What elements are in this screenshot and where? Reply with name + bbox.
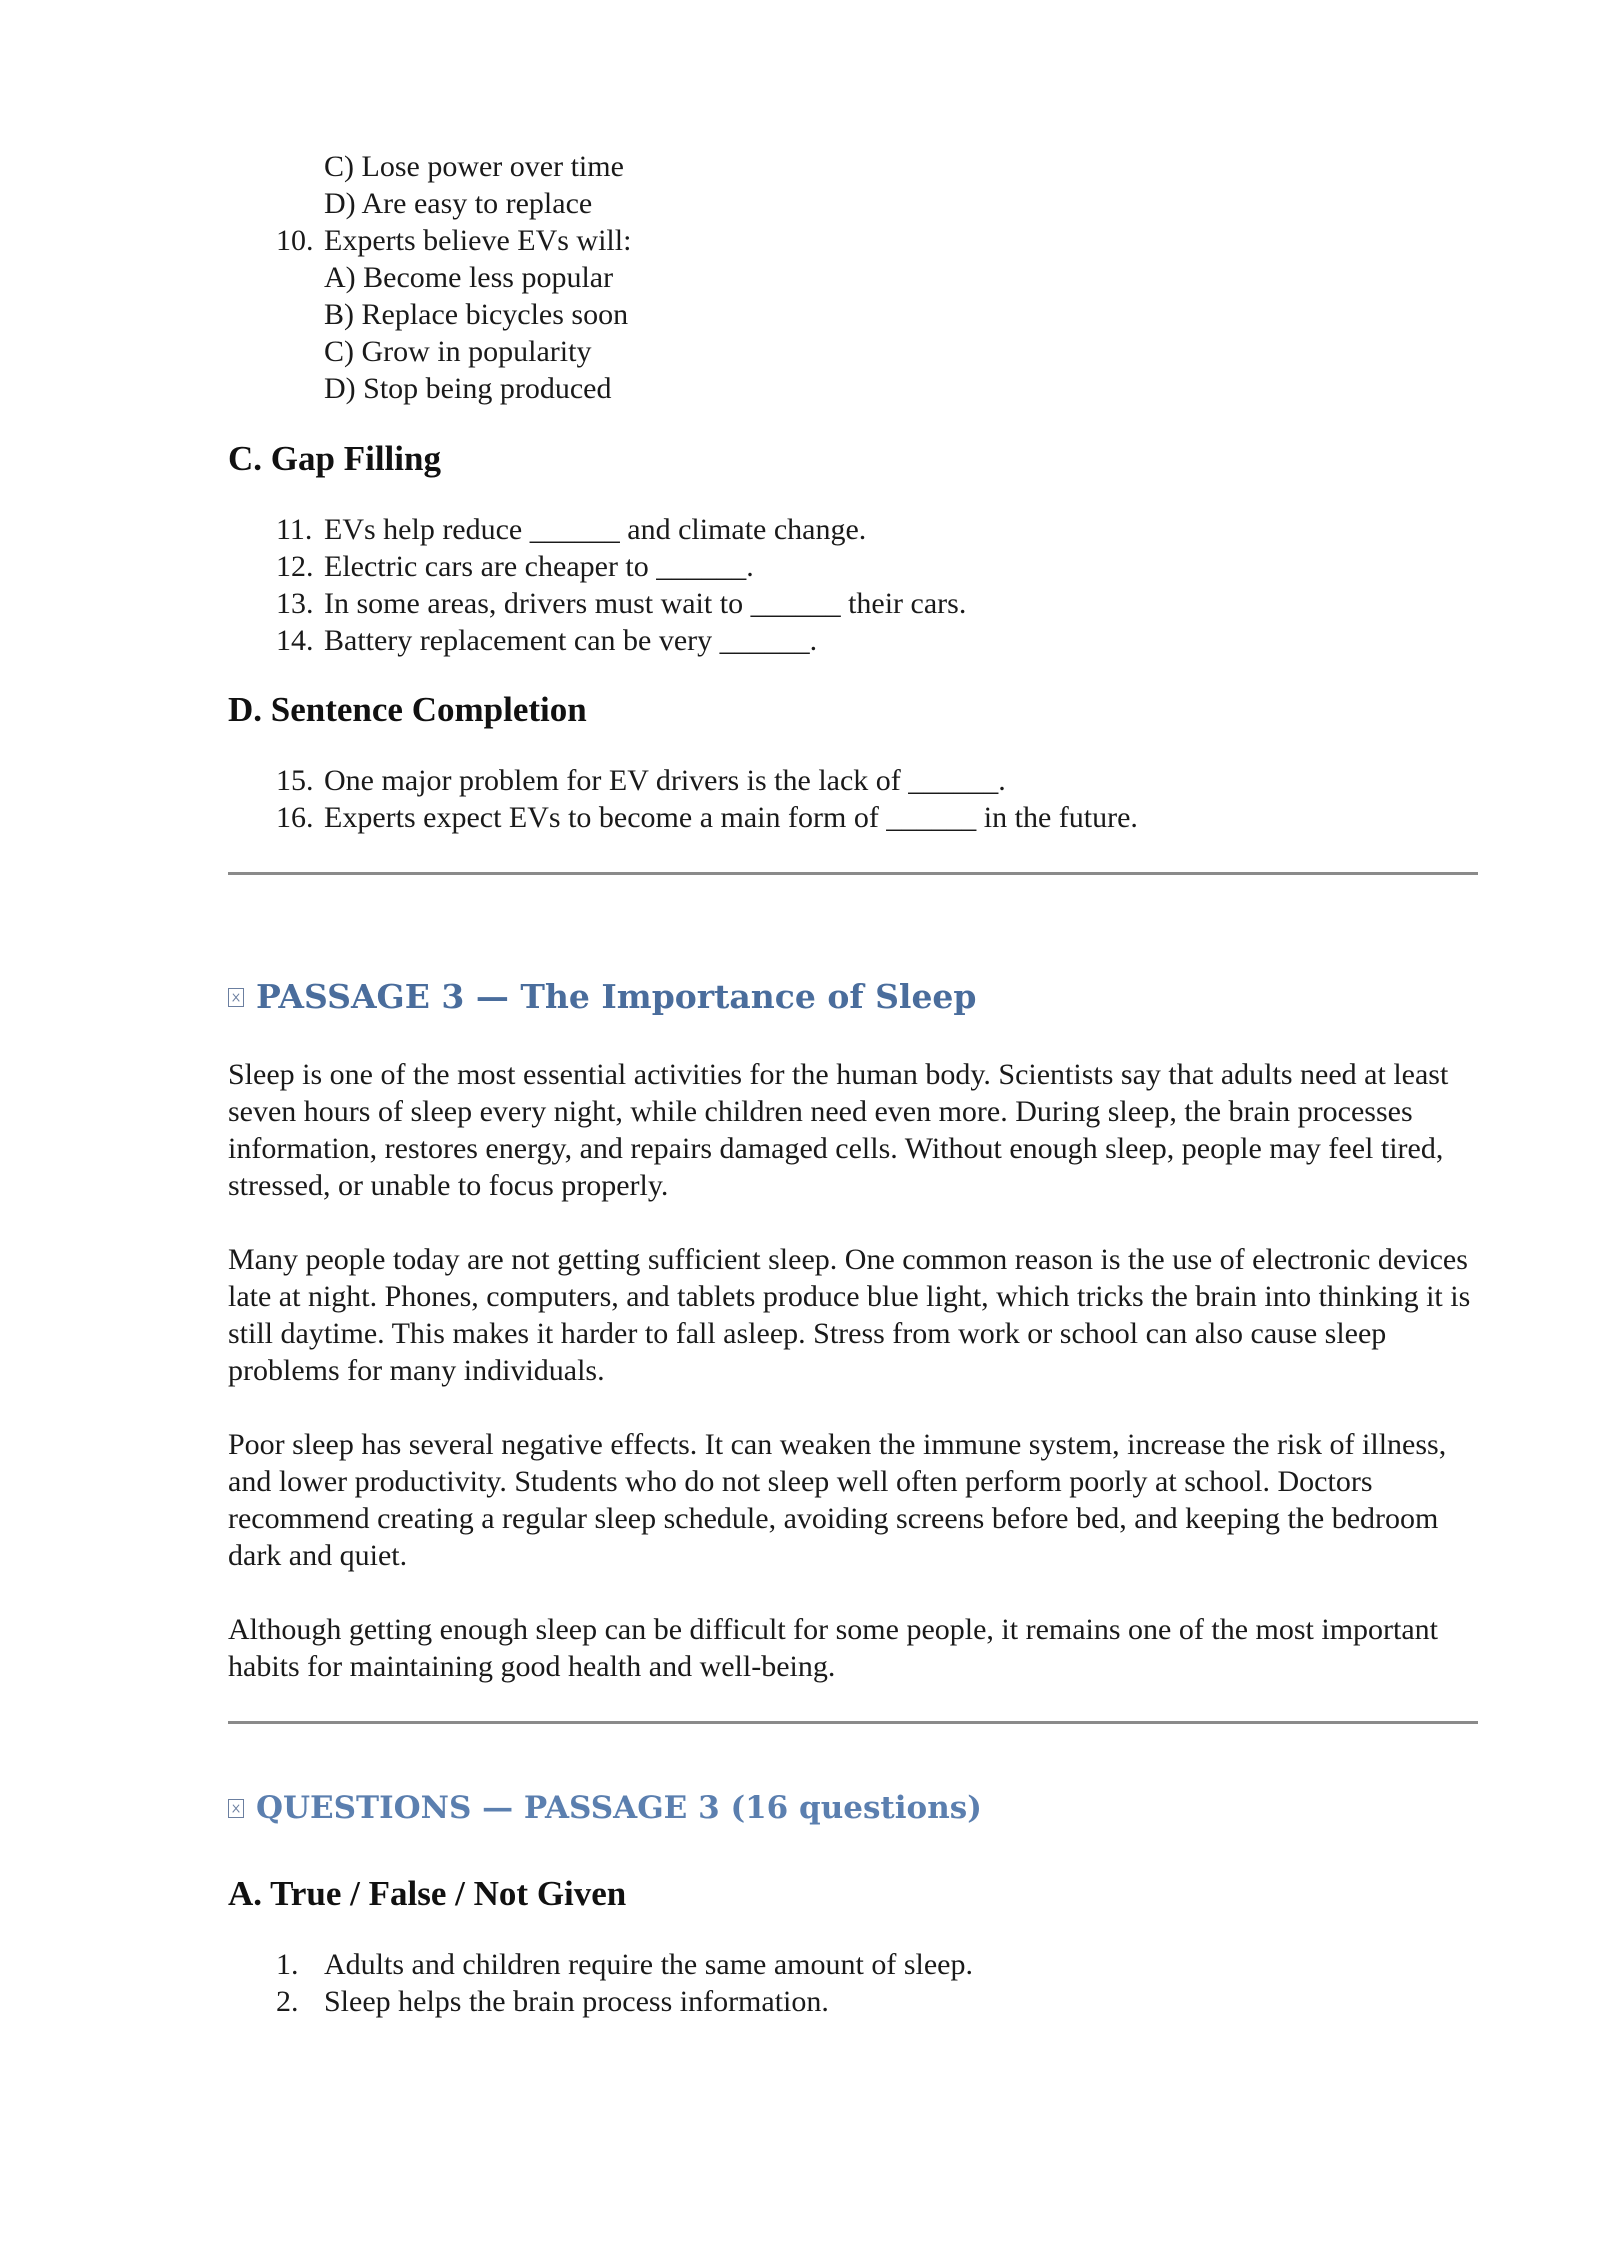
true-false-list [228, 1946, 1478, 2020]
questions-title [228, 1786, 1478, 1830]
list-item [228, 585, 1478, 622]
question-text: Experts expect EVs to become a main form of ______ in the future. [324, 801, 1138, 834]
option-9c: C) Lose power over time [324, 150, 624, 183]
question-number: 10. [276, 224, 314, 257]
section-heading-true-false: A. True / False / Not Given [228, 1874, 627, 1913]
option-10c: C) Grow in popularity [324, 335, 592, 368]
list-item [228, 548, 1478, 585]
section-heading-gap-filling: C. Gap Filling [228, 439, 441, 478]
question-number: 11. [276, 513, 313, 546]
passage-paragraph-4: Although getting enough sleep can be difficult for some people, it remains one of the most important habits for maintaining good health and well-being. [228, 1613, 1439, 1683]
question-number: 1. [276, 1948, 299, 1981]
question-text: Battery replacement can be very ______. [324, 624, 818, 657]
question-text: Adults and children require the same amount of sleep. [324, 1948, 973, 1981]
questions-title-text: QUESTIONS — PASSAGE 3 (16 questions) [256, 1790, 982, 1826]
question-9-tail [228, 148, 1478, 222]
list-item [228, 1946, 1478, 1983]
passage-title-text: PASSAGE 3 — The Importance of Sleep [256, 977, 977, 1016]
passage-paragraph-1: Sleep is one of the most essential activities for the human body. Scientists say that adults need at least seven hours of sleep every night, while children need even more. During sleep, the brain processes information, restores energy, and repairs damaged cells. Without enough sleep, people may feel tired, stressed, or unable to focus properly. [228, 1058, 1449, 1202]
question-text: Electric cars are cheaper to ______. [324, 550, 754, 583]
question-10 [228, 222, 1478, 407]
missing-glyph-icon [228, 988, 244, 1007]
question-number: 2. [276, 1985, 299, 2018]
question-text: EVs help reduce ______ and climate change. [324, 513, 867, 546]
list-item [228, 1983, 1478, 2020]
horizontal-rule [228, 872, 1478, 875]
missing-glyph-icon [228, 1799, 244, 1818]
question-10-stem [228, 222, 1478, 259]
question-text: One major problem for EV drivers is the lack of ______. [324, 764, 1006, 797]
question-number: 16. [276, 801, 314, 834]
horizontal-rule [228, 1721, 1478, 1724]
list-item [228, 799, 1478, 836]
list-item [228, 762, 1478, 799]
passage-paragraph-3: Poor sleep has several negative effects. It can weaken the immune system, increase the risk of illness, and lower productivity. Students who do not sleep well often perform poorly at school. Doctors recommend creating a regular sleep schedule, avoiding screens before bed, and keeping the bedroom dark and quiet. [228, 1428, 1447, 1572]
option-10b: B) Replace bicycles soon [324, 298, 629, 331]
option-10d: D) Stop being produced [324, 372, 612, 405]
passage-paragraph-2: Many people today are not getting sufficient sleep. One common reason is the use of electronic devices late at night. Phones, computers, and tablets produce blue light, which tricks the brain into thinking it is still daytime. This makes it harder to fall asleep. Stress from work or school can also cause sleep problems for many individuals. [228, 1243, 1471, 1387]
list-item [228, 622, 1478, 659]
gap-filling-list [228, 511, 1478, 659]
question-number: 14. [276, 624, 314, 657]
document-page [228, 148, 1478, 2020]
list-item [228, 511, 1478, 548]
question-number: 12. [276, 550, 314, 583]
question-text: In some areas, drivers must wait to ______ their cars. [324, 587, 967, 620]
question-text: Experts believe EVs will: [324, 224, 632, 257]
option-9d: D) Are easy to replace [324, 187, 593, 220]
passage-title [228, 975, 1478, 1019]
question-text: Sleep helps the brain process information. [324, 1985, 829, 2018]
question-number: 15. [276, 764, 314, 797]
section-heading-sentence-completion: D. Sentence Completion [228, 690, 587, 729]
question-number: 13. [276, 587, 314, 620]
sentence-completion-list [228, 762, 1478, 836]
option-10a: A) Become less popular [324, 261, 614, 294]
